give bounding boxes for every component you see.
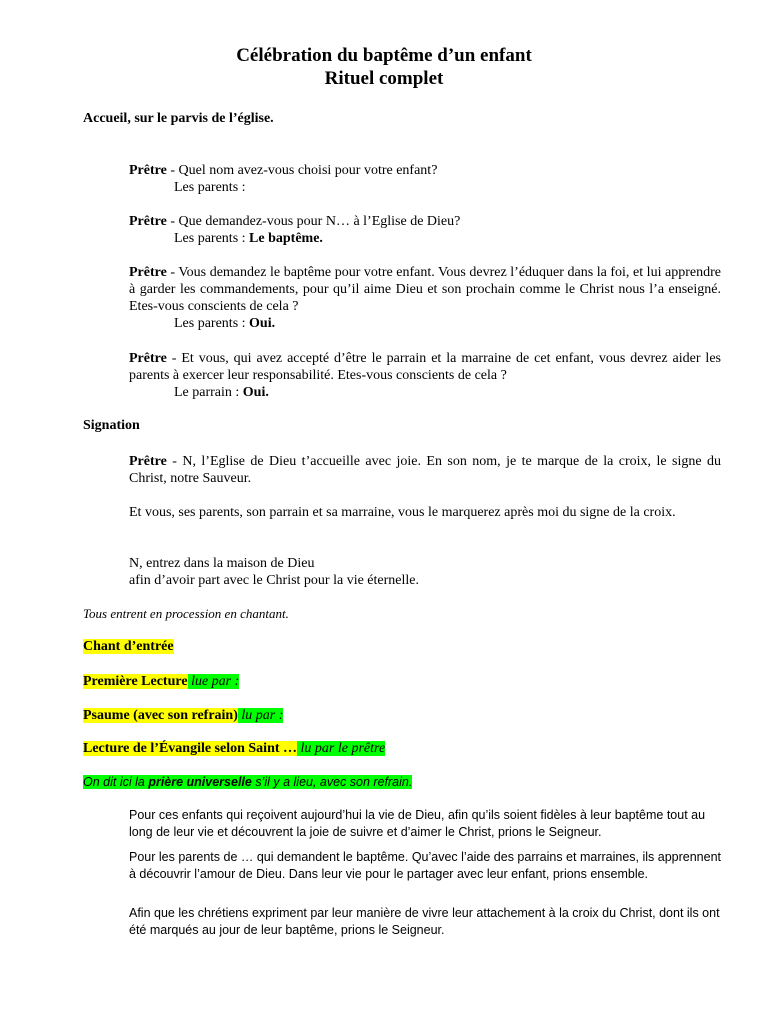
response-label: Le parrain : [174, 385, 243, 400]
dialogue-text: - Que demandez-vous pour N… à l’Eglise de Dieu? [166, 214, 461, 229]
dialogue-2 [129, 213, 721, 247]
speaker-label: Prêtre [129, 351, 167, 366]
prayer-intention-2: Pour les parents de … qui demandent le baptême. Qu’avec l’aide des parrains et marraines, ils apprennent à découvrir l’amour de Dieu. Dans leur vie pour le partager avec leur enfant, prions ensemble. [129, 850, 722, 881]
prayer-intention-3: Afin que les chrétiens expriment par leur manière de vivre leur attachement à la croix du Christ, dont ils ont été marqués au jour de leur baptême, prions le Seigneur. [129, 906, 720, 937]
signation-priest [129, 453, 721, 487]
response-label: Les parents : [174, 231, 250, 246]
dialogue-4 [129, 350, 721, 401]
response-label: Les parents : [174, 180, 246, 195]
premiere-lecture [83, 674, 239, 690]
speaker-label: Prêtre [129, 214, 167, 229]
entry-line: N, entrez dans la maison de Dieu [129, 556, 315, 571]
dialogue-1 [129, 162, 721, 196]
document-subtitle: Rituel complet [324, 68, 444, 89]
prayer-intention-1: Pour ces enfants qui reçoivent aujourd’hui la vie de Dieu, afin qu’ils soient fidèles à leur baptême tout au long de leur vie et découvrent la joie de suivre et d’aimer le Christ, prions le Seigneur. [129, 808, 706, 839]
response-label: Les parents : [174, 316, 250, 331]
procession-note: Tous entrent en procession en chantant. [83, 606, 289, 621]
entry-line: afin d’avoir part avec le Christ pour la vie éternelle. [129, 573, 419, 588]
section-heading-accueil: Accueil, sur le parvis de l’église. [83, 111, 274, 126]
response-value: Le baptême. [249, 231, 323, 246]
dialogue-text: - Et vous, qui avez accepté d’être le parrain et la marraine de cet enfant, vous devrez aider les parents à exercer leur responsabilité. Etes-vous conscients de cela ? [129, 351, 721, 383]
speaker-label: Prêtre [129, 454, 167, 469]
speaker-label: Prêtre [129, 163, 167, 178]
dialogue-3 [129, 264, 721, 332]
universal-prayer-note [83, 775, 412, 789]
section-heading-signation: Signation [83, 418, 140, 433]
response-value: Oui. [242, 385, 269, 400]
evangile-label: Lecture de l’Évangile selon Saint … [83, 741, 298, 756]
psaume [83, 708, 283, 724]
signation-paragraph: Et vous, ses parents, son parrain et sa marraine, vous le marquerez après moi du signe de la croix. [129, 505, 676, 520]
prayer-note-pre: On dit ici la [83, 775, 149, 789]
prayer-note-post: s’il y a lieu, avec son refrain. [251, 775, 413, 789]
dialogue-text: - Quel nom avez-vous choisi pour votre enfant? [166, 163, 438, 178]
chant-label: Chant d’entrée [83, 639, 174, 654]
dialogue-text: - Vous demandez le baptême pour votre enfant. Vous devrez l’éduquer dans la foi, et lui apprendre à garder les commandements, pour qu’il aime Dieu et son prochain comme le Christ nous l’a enseigné. Etes-vous conscients de cela ? [129, 265, 721, 314]
psaume-note: lu par : [237, 708, 284, 723]
dialogue-text: - N, l’Eglise de Dieu t’accueille avec joie. En son nom, je te marque de la croix, le signe du Christ, notre Sauveur. [129, 454, 721, 486]
premiere-lecture-label: Première Lecture [83, 674, 188, 689]
psaume-label: Psaume (avec son refrain) [83, 708, 238, 723]
chant-entree [83, 639, 174, 655]
evangile-note: lu par le prêtre [297, 741, 386, 756]
speaker-label: Prêtre [129, 265, 167, 280]
document-title: Célébration du baptême d’un enfant [236, 45, 532, 66]
prayer-note-bold: prière universelle [148, 775, 252, 789]
signation-entry [129, 555, 721, 589]
premiere-lecture-note: lue par : [187, 674, 240, 689]
evangile [83, 741, 385, 757]
response-value: Oui. [249, 316, 276, 331]
